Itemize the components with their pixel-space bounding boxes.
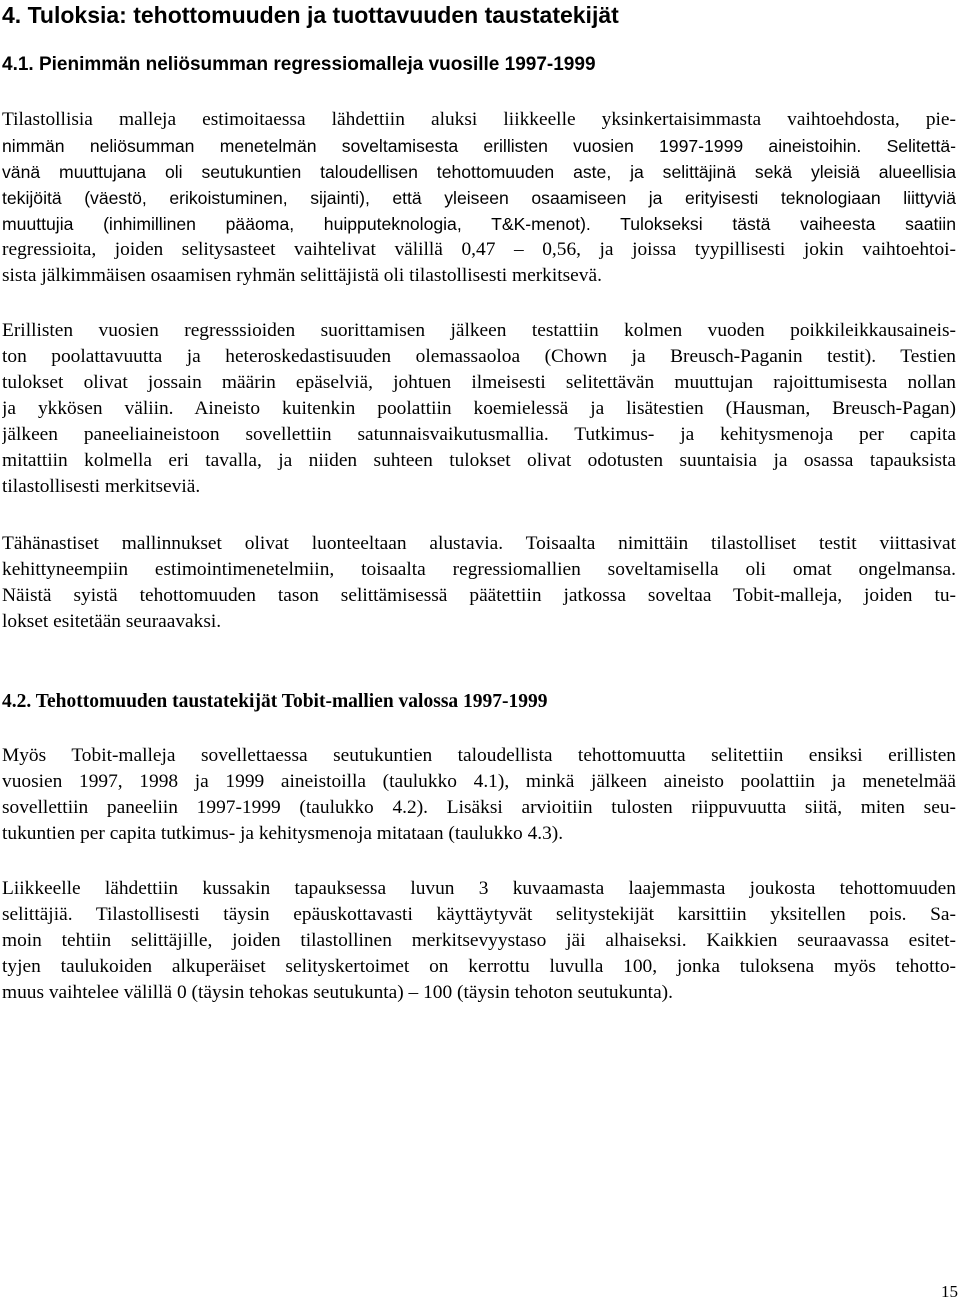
- text-line: muus vaihtelee välillä 0 (täysin tehokas seutukunta) – 100 (täysin tehoton seutukunta).: [2, 982, 673, 1003]
- text-line: nimmän neliösumman menetelmän soveltamisesta erillisten vuosien 1997-1999 aineistoihin. Selitettä-: [2, 136, 956, 156]
- paragraph-5: [2, 876, 956, 1006]
- text-line: Tilastollisia malleja estimoitaessa lähdettiin aluksi liikkeelle yksinkertaisimmasta vaihtoehdosta, pie-: [2, 109, 956, 130]
- text-line: ja ykkösen väliin. Aineisto kuitenkin poolattiin koemielessä ja lisätestien (Hausman, Breusch-Pagan): [2, 398, 956, 419]
- text-line: tekijöitä (väestö, erikoistuminen, sijainti), että yleiseen osaamiseen ja erityisesti teknologiaan liittyviä: [2, 188, 956, 208]
- text-line: tyjen taulukoiden alkuperäiset selityskertoimet on kerrottu luvulla 100, jonka tuloksena myös tehotto-: [2, 956, 956, 977]
- text-line: tilastollisesti merkitseviä.: [2, 476, 201, 497]
- text-line: mitattiin kolmella eri tavalla, ja niiden suhteen tulokset olivat odotusten suuntaisia ja osassa tapauksista: [2, 450, 956, 471]
- subsection-heading-4-2: 4.2. Tehottomuuden taustatekijät Tobit-mallien valossa 1997-1999: [2, 691, 548, 712]
- text-line: ton poolattavuutta ja heteroskedastisuuden olemassaoloa (Chown ja Breusch-Paganin testit). Testien: [2, 346, 956, 367]
- text-line: tulokset olivat jossain määrin epäselviä, johtuen ilmeisesti selitettävän muuttujan rajoittumisesta nollan: [2, 372, 956, 393]
- text-line: Tähänastiset mallinnukset olivat luonteeltaan alustavia. Toisaalta nimittäin tilastolliset testit viittasivat: [2, 533, 956, 554]
- text-line: kehittyneempiin estimointimenetelmiin, toisaalta regressiomallien soveltamisella oli omat ongelmansa.: [2, 559, 956, 580]
- paragraph-4: [2, 743, 956, 847]
- text-line: Liikkeelle lähdettiin kussakin tapauksessa luvun 3 kuvaamasta laajemmasta joukosta tehottomuuden: [2, 878, 956, 899]
- text-line: tukuntien per capita tutkimus- ja kehitysmenoja mitataan (taulukko 4.3).: [2, 823, 564, 844]
- subsection-heading-4-1: 4.1. Pienimmän neliösumman regressiomalleja vuosille 1997-1999: [2, 54, 596, 75]
- page-number: 15: [941, 1282, 958, 1301]
- text-line: regressioita, joiden selitysasteet vaihtelivat välillä 0,47 – 0,56, ja joissa tyypillisesti jokin vaihtoehtoi-: [2, 239, 956, 260]
- text-line: jälkeen paneeliaineistoon sovellettiin satunnaisvaikutusmallia. Tutkimus- ja kehitysmenoja per capita: [2, 424, 956, 445]
- paragraph-1: [2, 107, 956, 289]
- text-line: sista jälkimmäisen osaamisen ryhmän selittäjistä oli tilastollisesti merkitsevä.: [2, 265, 602, 286]
- paragraph-2: [2, 318, 956, 500]
- section-heading: 4. Tuloksia: tehottomuuden ja tuottavuuden taustatekijät: [2, 2, 619, 28]
- text-line: muuttujia (inhimillinen pääoma, huipputeknologia, T&K-menot). Tulokseksi tästä vaiheesta saatiin: [2, 214, 956, 234]
- text-line: vänä muuttujana oli seutukuntien taloudellisen tehottomuuden aste, ja selittäjinä sekä yleisiä alueellisia: [2, 162, 956, 182]
- text-line: Näistä syistä tehottomuuden tason selittämisessä päätettiin jatkossa soveltaa Tobit-malleja, joiden tu-: [2, 585, 956, 606]
- text-line: moin tehtiin selittäjille, joiden tilastollinen merkitsevyystaso jäi alhaiseksi. Kaikkien seuraavassa esitet-: [2, 930, 956, 951]
- text-line: selittäjiä. Tilastollisesti täysin epäuskottavasti käyttäytyvät selitystekijät karsittiin yksitellen pois. Sa-: [2, 904, 956, 925]
- text-line: vuosien 1997, 1998 ja 1999 aineistoilla (taulukko 4.1), minkä jälkeen aineisto poolattiin ja menetelmää: [2, 771, 956, 792]
- text-line: Erillisten vuosien regresssioiden suorittamisen jälkeen testattiin kolmen vuoden poikkileikkausaineis-: [2, 320, 956, 341]
- text-line: lokset esitetään seuraavaksi.: [2, 611, 222, 632]
- paragraph-3: [2, 531, 956, 635]
- text-line: Myös Tobit-malleja sovellettaessa seutukuntien taloudellista tehottomuutta selitettiin ensiksi erillisten: [2, 745, 956, 766]
- text-line: sovellettiin paneeliin 1997-1999 (taulukko 4.2). Lisäksi arvioitiin tulosten riippuvuutta siitä, miten seu-: [2, 797, 956, 818]
